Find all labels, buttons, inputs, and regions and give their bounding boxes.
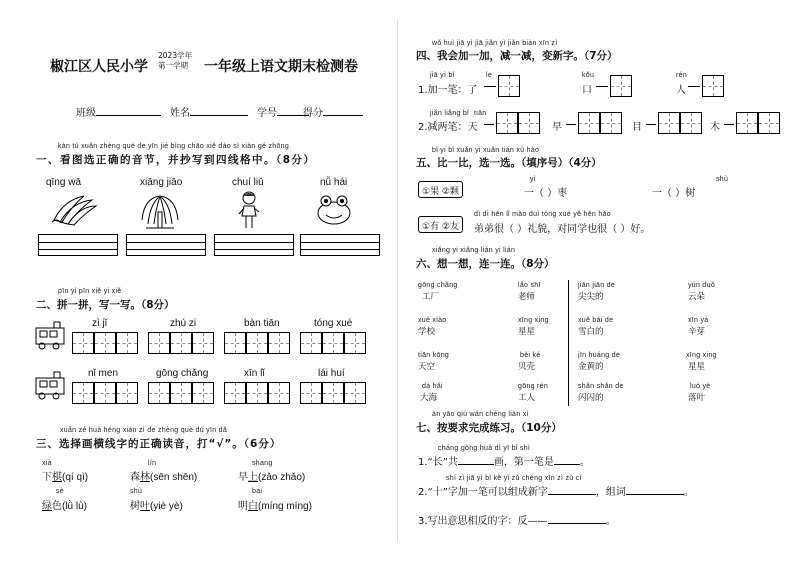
s6-c3-item-3[interactable]: 金黄的 [578, 362, 604, 372]
s1-option-4: nǚ hái [320, 177, 348, 188]
s6-c2-item-3[interactable]: 贝壳 [518, 362, 536, 372]
s7-q1-pinyin: cháng gòng huà dì yī bǐ shì [438, 445, 531, 452]
s1-writing-grid-4[interactable] [300, 234, 380, 256]
exam-title: 一年级上语文期末检测卷 [204, 59, 358, 75]
s6-c4-py-4: luò yè [690, 383, 711, 390]
s6-c3-py-2: xuě bái de [578, 317, 614, 324]
s3-item-3[interactable]: 早上(zǎo zhǎo) [238, 472, 306, 483]
banana-picture [50, 192, 98, 228]
s3-item-3-pinyin: shang [252, 460, 273, 467]
s2-pinyin-5: nǐ men [88, 368, 119, 379]
s1-title: 一、看图选正确的音节，并抄写到四线格中。（8分） [36, 154, 316, 166]
s2-title: 二、拼一拼，写一写。（8分） [36, 299, 175, 311]
s1-pinyin: kàn tú xuǎn zhèng què de yīn jié bìng chāo xiě dào sì xiàn gé zhōng [58, 143, 290, 150]
s4-pinyin: wǒ huì jiā yì jiā jiǎn yì jiǎn biàn xīn zì [432, 40, 558, 47]
writing-box[interactable] [116, 382, 138, 404]
s6-c4-item-3[interactable]: 星星 [688, 362, 706, 372]
s6-c1-py-4: dà hǎi [422, 383, 443, 390]
s2-pinyin: pīn yi pīn xiě yi xiě [58, 288, 122, 295]
s7-question-3[interactable]: 3.写出意思相反的字：反—— 。 [418, 516, 616, 527]
s4-r1-pinyin-4: rén [676, 72, 688, 79]
s1-option-3: chuí liǔ [232, 177, 264, 188]
s3-item-5[interactable]: 树叶(yiè yè) [130, 501, 183, 512]
arrow-line [596, 86, 608, 87]
writing-box[interactable] [344, 382, 366, 404]
s6-c3-py-1: jiān jiān de [578, 282, 616, 289]
writing-box[interactable] [72, 332, 94, 354]
s6-c2-item-1[interactable]: 老师 [518, 292, 536, 302]
s4-title: 四、我会加一加，减一减，变新字。（7分） [416, 50, 618, 62]
s6-c1-py-1: gōng chǎng [418, 282, 458, 289]
answer-box[interactable] [702, 75, 724, 97]
writing-box[interactable] [224, 332, 246, 354]
s4-r1-char-2: 口 [582, 85, 592, 96]
s5-line-1b[interactable]: 一（ ）树 [652, 188, 696, 199]
name-field[interactable]: 姓名 [170, 104, 248, 119]
s4-r1-label: 1.加一笔：了 [418, 85, 478, 96]
s6-c1-item-4[interactable]: 大海 [420, 393, 438, 403]
s6-c1-py-2: xué xiào [418, 317, 447, 324]
page-divider [397, 20, 398, 541]
s1-writing-grid-1[interactable] [38, 234, 118, 256]
s3-item-1-pinyin: xià [42, 460, 52, 467]
answer-box[interactable] [658, 112, 680, 134]
answer-box[interactable] [610, 75, 632, 97]
s6-c2-py-4: gōng rén [518, 383, 549, 390]
s5-pinyin: bǐ yi bǐ xuǎn yi xuǎn tián xù hào [432, 147, 540, 154]
writing-box[interactable] [94, 382, 116, 404]
s2-pinyin-8: lái huí [318, 368, 345, 379]
s3-item-4-pinyin: sè [56, 488, 64, 495]
s4-r1-pinyin-3: kǒu [582, 72, 595, 79]
s5-l1b-pinyin: shù [716, 176, 729, 183]
s6-c4-item-2[interactable]: 辛芽 [688, 327, 706, 337]
s6-c3-py-3: jīn huáng de [578, 352, 621, 359]
s1-writing-grid-2[interactable] [126, 234, 206, 256]
s6-c4-item-1[interactable]: 云朵 [688, 292, 706, 302]
answer-box[interactable] [758, 112, 780, 134]
writing-box[interactable] [224, 382, 246, 404]
s6-c3-item-1[interactable]: 尖尖的 [578, 292, 604, 302]
writing-box[interactable] [268, 382, 290, 404]
s6-c4-py-1: yún duǒ [688, 282, 716, 289]
s6-c2-py-2: xīng xing [518, 317, 549, 324]
school-name: 椒江区人民小学 [50, 59, 148, 75]
s6-c2-py-3: bèi ké [520, 352, 541, 359]
s1-option-1: qīng wā [46, 177, 82, 188]
s3-item-1[interactable]: 下棋(qí qì) [42, 472, 89, 483]
writing-box[interactable] [246, 382, 268, 404]
s5-options-2: ①有 ②友 [418, 216, 463, 233]
train-icon [34, 320, 68, 350]
class-field[interactable]: 班级 [76, 104, 161, 119]
answer-box[interactable] [600, 112, 622, 134]
s3-item-2-pinyin: lín [148, 460, 157, 467]
arrow-line [484, 124, 494, 125]
s6-c3-item-2[interactable]: 雪白的 [578, 327, 604, 337]
s2-pinyin-7: xīn lǐ [244, 368, 265, 379]
s7-title: 七、按要求完成练习。（10分） [416, 422, 562, 434]
arrow-line [688, 86, 700, 87]
s5-line-2[interactable]: 弟弟很（ ）礼貌，对同学也很（ ）好。 [474, 224, 651, 235]
s4-r1-pinyin-1: jiā yì bǐ [430, 72, 455, 79]
writing-box[interactable] [94, 332, 116, 354]
arrow-line [566, 124, 576, 125]
number-field[interactable]: 学号 [257, 104, 309, 119]
s6-pinyin: xiǎng yi xiǎng lián yi lián [432, 247, 516, 254]
s2-pinyin-2: zhú zi [170, 318, 197, 329]
frog-picture [314, 193, 354, 227]
s6-c4-py-2: xīn yá [688, 317, 709, 324]
answer-box[interactable] [496, 112, 518, 134]
term-info [158, 51, 192, 71]
s2-pinyin-3: bàn tiān [244, 318, 280, 329]
answer-box[interactable] [518, 112, 540, 134]
writing-box[interactable] [148, 332, 170, 354]
s6-c2-item-2[interactable]: 星星 [518, 327, 536, 337]
s6-c2-py-1: lǎo shī [518, 282, 541, 289]
s6-c3-py-4: shǎn shǎn de [578, 383, 624, 390]
arrow-line [724, 124, 734, 125]
s4-r2-char-3: 目 [632, 122, 642, 133]
s6-c3-item-4[interactable]: 闪闪的 [578, 393, 604, 403]
writing-box[interactable] [170, 332, 192, 354]
s6-c1-item-2[interactable]: 学校 [418, 327, 436, 337]
s3-item-6-pinyin: bai [252, 488, 263, 495]
s4-r2-pinyin-1: jiǎn liǎng bǐ [430, 110, 469, 117]
s4-r1-pinyin-2: le [486, 72, 493, 79]
s1-writing-grid-3[interactable] [214, 234, 294, 256]
answer-box[interactable] [680, 112, 702, 134]
s2-pinyin-4: tóng xué [314, 318, 353, 329]
writing-box[interactable] [300, 382, 322, 404]
arrow-line [484, 86, 496, 87]
school-term: 第一学期 [158, 61, 188, 70]
s5-l2-pinyin: dì dì hěn lǐ mào duì tóng xué yě hěn hǎo [474, 211, 611, 218]
writing-box[interactable] [148, 382, 170, 404]
writing-box[interactable] [344, 332, 366, 354]
s3-item-6[interactable]: 明白(míng míng) [238, 501, 312, 512]
writing-box[interactable] [192, 382, 214, 404]
s5-title: 五、比一比，选一选。（填序号）（4分） [416, 157, 602, 169]
writing-box[interactable] [170, 382, 192, 404]
answer-box[interactable] [498, 75, 520, 97]
school-year: 2023学年 [158, 51, 193, 60]
s4-r2-char-2: 早 [552, 122, 562, 133]
s4-r1-char-3: 人 [676, 85, 686, 96]
writing-box[interactable] [300, 332, 322, 354]
writing-box[interactable] [322, 382, 344, 404]
s3-title: 三、选择画横线字的正确读音，打“√”。（6分） [36, 438, 282, 450]
s7-q2-pinyin: shí zì jiā yì bǐ kě yǐ zǔ chéng xīn zì zǔ cí [446, 475, 582, 482]
s6-c4-py-3: xīng xing [686, 352, 717, 359]
s3-item-5-pinyin: shù [130, 488, 143, 495]
answer-box[interactable] [736, 112, 758, 134]
s5-options-1: ①果 ②颗 [418, 181, 463, 198]
s6-title: 六、想一想，连一连。（8分） [416, 258, 555, 270]
column-divider [568, 280, 569, 406]
s4-r2-label: 2.减两笔：天 [418, 122, 478, 133]
train-icon [34, 370, 68, 400]
s3-item-4[interactable]: 绿色(lǜ lù) [42, 501, 88, 512]
writing-box[interactable] [72, 382, 94, 404]
girl-picture [236, 190, 262, 230]
writing-box[interactable] [116, 332, 138, 354]
s2-pinyin-6: gōng chǎng [156, 368, 209, 379]
writing-box[interactable] [322, 332, 344, 354]
s7-pinyin: àn yāo qiú wán chéng liàn xí [432, 411, 529, 418]
s7-question-1[interactable]: 1.“长”共 画，第一笔是 。 [418, 457, 590, 468]
s6-c2-item-4[interactable]: 工人 [518, 393, 536, 403]
writing-box[interactable] [192, 332, 214, 354]
willow-picture [138, 190, 182, 230]
writing-box[interactable] [246, 332, 268, 354]
s5-l1a-pinyin: yì [530, 176, 537, 183]
s4-r2-pinyin-2: tiān [474, 110, 487, 117]
arrow-line [646, 124, 656, 125]
s4-r2-char-4: 木 [710, 122, 720, 133]
s2-pinyin-1: zì jǐ [92, 318, 107, 329]
answer-box[interactable] [578, 112, 600, 134]
s5-line-1a[interactable]: 一（ ）枣 [524, 188, 568, 199]
s1-option-2: xiāng jiāo [140, 177, 183, 188]
s6-c1-item-3[interactable]: 天空 [418, 362, 436, 372]
score-field[interactable]: 得分 [303, 104, 363, 119]
s6-c4-item-4[interactable]: 落叶 [688, 393, 706, 403]
s6-c1-py-3: tiān kōng [418, 352, 450, 359]
s3-item-2[interactable]: 森林(sēn shēn) [130, 472, 198, 483]
writing-box[interactable] [268, 332, 290, 354]
s7-question-2[interactable]: 2.“十”字加一笔可以组成新字 ，组词 。 [418, 487, 694, 498]
s3-pinyin: xuǎn zé huà héng xiàn zì de zhèng què dú yīn dǎ [60, 427, 228, 434]
s6-c1-item-1[interactable]: 工厂 [422, 292, 440, 302]
